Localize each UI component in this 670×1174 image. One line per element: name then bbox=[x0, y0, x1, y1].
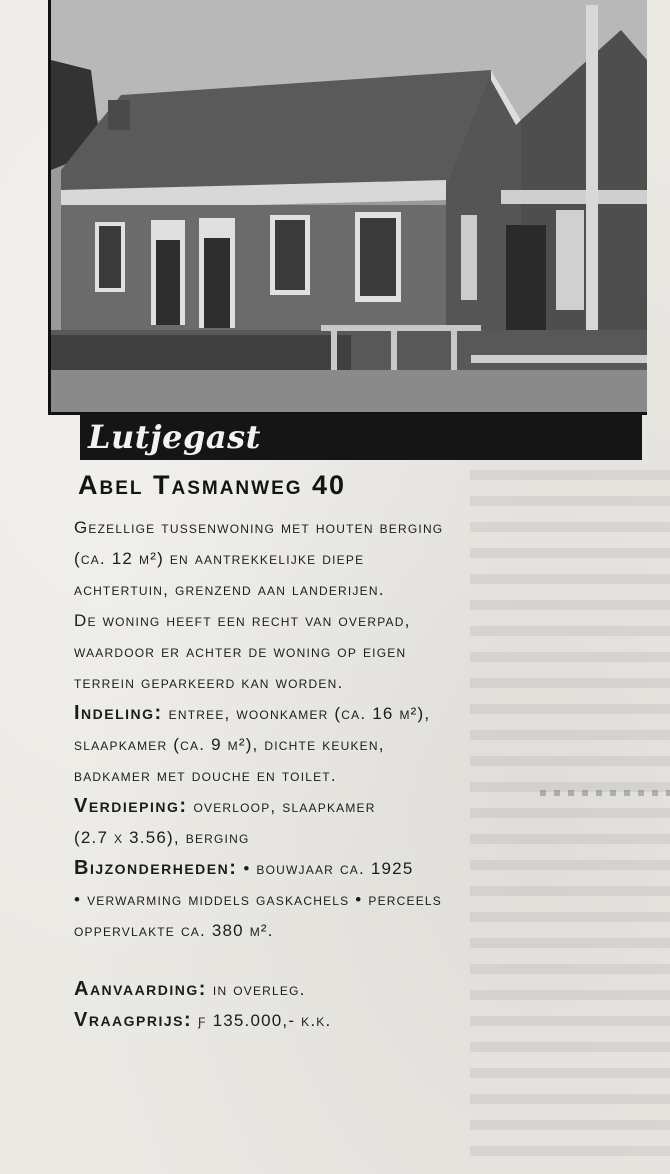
verdieping-line bbox=[74, 791, 670, 822]
house-photo bbox=[48, 0, 647, 415]
house-photo-illustration bbox=[51, 0, 647, 412]
verdieping-label: Verdieping: bbox=[74, 795, 188, 817]
indeling-label: Indeling: bbox=[74, 702, 163, 724]
description-line: terrein geparkeerd kan worden. bbox=[74, 673, 344, 692]
bijzonderheden-text: • bouwjaar ca. 1925 bbox=[243, 859, 414, 878]
indeling-text: badkamer met douche en toilet. bbox=[74, 766, 337, 785]
vraagprijs-line bbox=[74, 1005, 670, 1036]
indeling-text: slaapkamer (ca. 9 m²), dichte keuken, bbox=[74, 735, 385, 754]
bijzonderheden-text: • verwarming middels gaskachels • perceels bbox=[74, 890, 442, 909]
verdieping-text: (2.7 x 3.56), berging bbox=[74, 828, 250, 847]
indeling-text: entree, woonkamer (ca. 16 m²), bbox=[168, 704, 431, 723]
listing-body bbox=[74, 512, 670, 1036]
indeling-line bbox=[74, 698, 670, 729]
bijzonderheden-label: Bijzonderheden: bbox=[74, 857, 238, 879]
description-line: (ca. 12 m²) en aantrekkelijke diepe bbox=[74, 549, 365, 568]
vraagprijs-value: ƒ 135.000,- k.k. bbox=[198, 1011, 332, 1030]
description-line: De woning heeft een recht van overpad, bbox=[74, 611, 411, 630]
bijzonderheden-line bbox=[74, 853, 670, 884]
aanvaarding-line bbox=[74, 974, 670, 1005]
bijzonderheden-text: oppervlakte ca. 380 m². bbox=[74, 921, 274, 940]
description-line: achtertuin, grenzend aan landerijen. bbox=[74, 580, 385, 599]
listing-address: Abel Tasmanweg 40 bbox=[78, 470, 347, 500]
description-line: waardoor er achter de woning op eigen bbox=[74, 642, 407, 661]
verdieping-text: overloop, slaapkamer bbox=[193, 797, 376, 816]
aanvaarding-value: in overleg. bbox=[212, 980, 306, 999]
spacer bbox=[74, 946, 670, 974]
description-line: Gezellige tussenwoning met houten berging bbox=[74, 518, 444, 537]
vraagprijs-label: Vraagprijs: bbox=[74, 1009, 193, 1031]
photo-caption: Lutjegast bbox=[88, 418, 261, 456]
aanvaarding-label: Aanvaarding: bbox=[74, 978, 207, 1000]
